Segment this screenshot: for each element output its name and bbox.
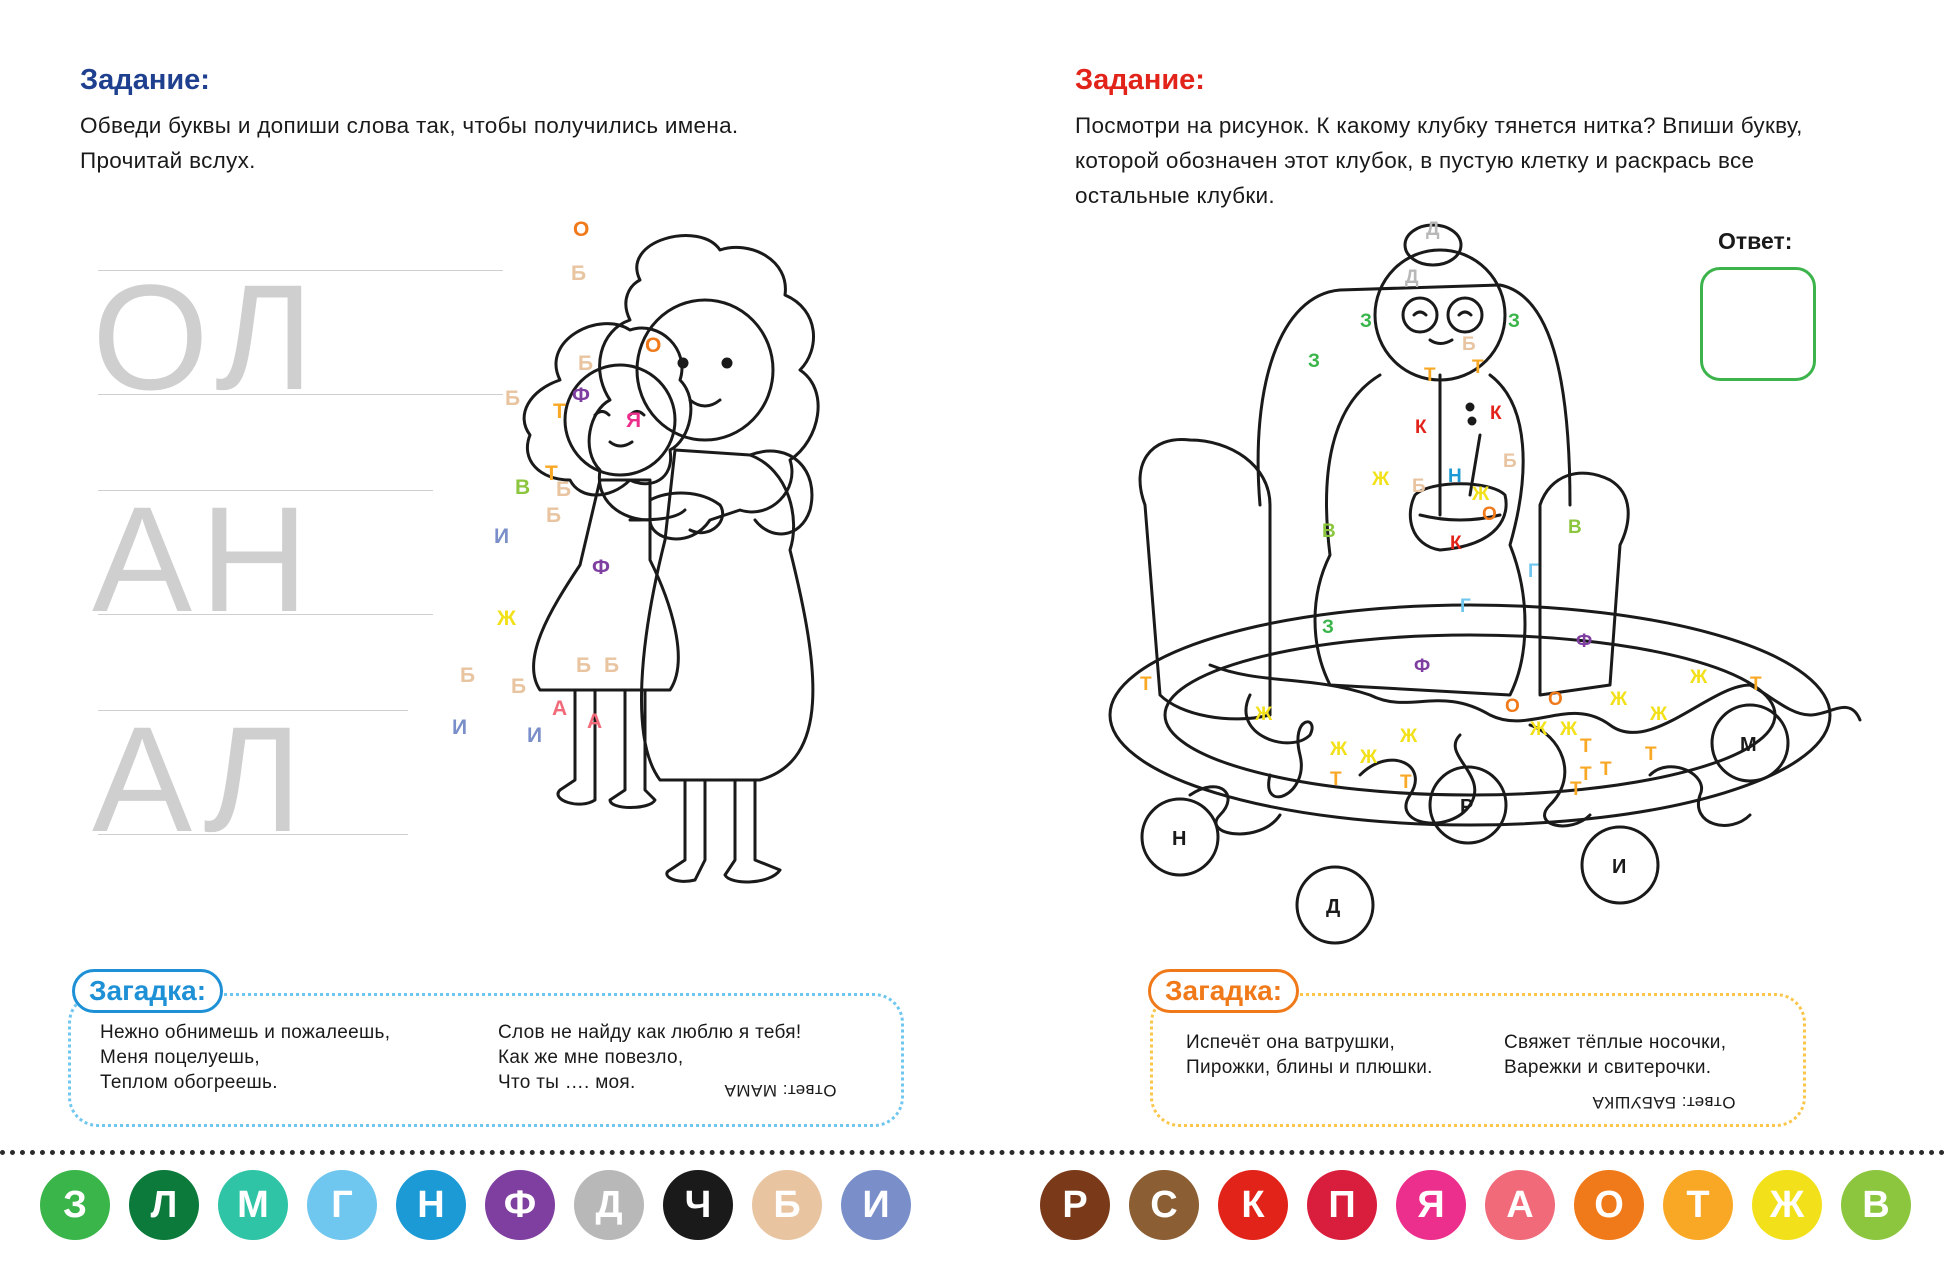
riddle-tag-right: Загадка:: [1148, 969, 1299, 1013]
picture-letter: О: [573, 218, 590, 241]
picture-letter: А: [552, 697, 568, 720]
right-task-line-2: которой обозначен этот клубок, в пустую клетку и раскрась все: [1075, 148, 1755, 173]
picture-letter: З: [1508, 311, 1520, 332]
riddle-left-answer: Ответ: МАМА: [724, 1081, 837, 1100]
alphabet-letter[interactable]: З: [40, 1170, 110, 1240]
picture-letter: Т: [1140, 674, 1152, 695]
picture-letter: Ф: [1414, 656, 1431, 677]
picture-letter: Ж: [1530, 719, 1548, 740]
alphabet-letter[interactable]: Ф: [485, 1170, 555, 1240]
left-task-line-1: Обведи буквы и допиши слова так, чтобы получились имена.: [80, 113, 739, 138]
yarn-ball-letter-r: Р: [1460, 796, 1474, 818]
picture-letter: И: [527, 724, 543, 747]
picture-letter: К: [1490, 403, 1502, 424]
picture-letter: Ж: [1400, 726, 1418, 747]
picture-letter: В: [1568, 517, 1582, 538]
picture-letter: Т: [1400, 772, 1412, 793]
yarn-ball-letter-m: М: [1740, 734, 1757, 756]
picture-letter: Т: [1600, 759, 1612, 780]
alphabet-letter[interactable]: В: [1841, 1170, 1911, 1240]
picture-letter: Б: [1412, 476, 1426, 497]
picture-letter: О: [1505, 696, 1520, 717]
picture-letter: Ж: [1372, 469, 1390, 490]
left-task-title: Задание:: [80, 64, 210, 96]
picture-letter: Т: [1580, 764, 1592, 785]
picture-letter: Б: [546, 504, 562, 527]
riddle-line: Свяжет тёплые носочки,: [1504, 1032, 1727, 1053]
alphabet-letter[interactable]: Т: [1663, 1170, 1733, 1240]
riddle-line: Варежки и свитерочки.: [1504, 1057, 1712, 1078]
picture-letter: Ф: [592, 556, 610, 579]
alphabet-letter[interactable]: Л: [129, 1170, 199, 1240]
picture-letter: Б: [511, 675, 527, 698]
trace-word-1[interactable]: ОЛ: [92, 253, 322, 421]
left-task-line-2: Прочитай вслух.: [80, 148, 256, 173]
alphabet-letter[interactable]: Б: [752, 1170, 822, 1240]
riddle-line: Меня поцелуешь,: [100, 1047, 260, 1068]
riddle-line: Как же мне повезло,: [498, 1047, 684, 1068]
grandmother-illustration[interactable]: [1110, 215, 1870, 955]
picture-letter: В: [515, 476, 531, 499]
alphabet-letter[interactable]: Ч: [663, 1170, 733, 1240]
picture-letter: Ф: [1576, 631, 1593, 652]
picture-letter: Т: [1472, 357, 1484, 378]
alphabet-letter[interactable]: О: [1574, 1170, 1644, 1240]
trace-word-3[interactable]: АЛ: [92, 695, 310, 863]
mother-daughter-illustration[interactable]: [452, 218, 900, 920]
picture-letter: З: [1322, 617, 1334, 638]
picture-letter: Ж: [1610, 689, 1628, 710]
picture-letter: Т: [545, 462, 558, 485]
riddle-right-answer: Ответ: БАБУШКА: [1592, 1093, 1736, 1112]
right-task-line-1: Посмотри на рисунок. К какому клубку тянется нитка? Впиши букву,: [1075, 113, 1803, 138]
alphabet-letter[interactable]: И: [841, 1170, 911, 1240]
picture-letter: Б: [578, 352, 594, 375]
picture-letter: Б: [460, 664, 476, 687]
yarn-ball-letter-n: Н: [1172, 828, 1187, 850]
alphabet-letter[interactable]: М: [218, 1170, 288, 1240]
alphabet-letter[interactable]: К: [1218, 1170, 1288, 1240]
picture-letter: Т: [553, 400, 566, 423]
picture-letter: З: [1308, 351, 1320, 372]
picture-letter: Т: [1750, 674, 1762, 695]
alphabet-letter[interactable]: С: [1129, 1170, 1199, 1240]
picture-letter: А: [587, 710, 603, 733]
yarn-ball-letter-i: И: [1612, 856, 1627, 878]
picture-letter: Т: [1570, 779, 1582, 800]
picture-letter: Т: [1330, 769, 1342, 790]
alphabet-row-left: [40, 1170, 930, 1240]
picture-letter: Т: [1580, 736, 1592, 757]
picture-letter: И: [494, 525, 510, 548]
picture-letter: Ж: [1650, 704, 1668, 725]
yarn-ball-letter-d: Д: [1326, 896, 1341, 918]
right-task-line-3: остальные клубки.: [1075, 183, 1275, 208]
picture-letter: Б: [1503, 451, 1517, 472]
picture-letter: О: [1482, 504, 1497, 525]
alphabet-letter[interactable]: П: [1307, 1170, 1377, 1240]
alphabet-letter[interactable]: Г: [307, 1170, 377, 1240]
picture-letter: Ж: [1330, 739, 1348, 760]
riddle-right-col-2: [1504, 1030, 1726, 1080]
picture-letter: Ж: [497, 607, 516, 630]
picture-letter: Г: [1528, 561, 1539, 582]
picture-letter: Т: [1424, 365, 1436, 386]
alphabet-letter[interactable]: А: [1485, 1170, 1555, 1240]
picture-letter: В: [1322, 521, 1336, 542]
picture-letter: Ж: [1255, 704, 1273, 725]
alphabet-letter[interactable]: Н: [396, 1170, 466, 1240]
picture-letter: Б: [604, 654, 620, 677]
riddle-tag-left: Загадка:: [72, 969, 223, 1013]
riddle-left-col-1: [100, 1020, 390, 1095]
riddle-line: Испечёт она ватрушки,: [1186, 1032, 1396, 1053]
riddle-line: Пирожки, блины и плюшки.: [1186, 1057, 1433, 1078]
picture-letter: Д: [1426, 219, 1440, 240]
riddle-right-col-1: [1186, 1030, 1433, 1080]
picture-letter: И: [452, 716, 468, 739]
riddle-line: Теплом обогреешь.: [100, 1072, 278, 1093]
picture-letter: Ж: [1360, 747, 1378, 768]
picture-letter: О: [1548, 689, 1563, 710]
picture-letter: Ж: [1560, 719, 1578, 740]
riddle-line: Слов не найду как люблю я тебя!: [498, 1022, 802, 1043]
picture-letter: Б: [576, 654, 592, 677]
riddle-line: Нежно обнимешь и пожалеешь,: [100, 1022, 391, 1043]
riddle-line: Что ты …. моя.: [498, 1072, 636, 1093]
picture-letter: Б: [505, 387, 521, 410]
trace-word-2[interactable]: АН: [92, 475, 317, 643]
picture-letter: З: [1360, 311, 1372, 332]
picture-letter: Я: [626, 409, 642, 432]
alphabet-letter[interactable]: Ж: [1752, 1170, 1822, 1240]
picture-letter: Т: [1645, 744, 1657, 765]
picture-letter: Ф: [572, 384, 590, 407]
right-task-title: Задание:: [1075, 64, 1205, 96]
alphabet-letter[interactable]: Д: [574, 1170, 644, 1240]
alphabet-row-right: [1040, 1170, 1930, 1240]
picture-letter: Б: [571, 262, 587, 285]
picture-letter: Ж: [1472, 484, 1490, 505]
picture-letter: Б: [1462, 334, 1476, 355]
picture-letter: К: [1450, 533, 1462, 554]
picture-letter: Д: [1405, 267, 1419, 288]
picture-letter: Б: [556, 478, 572, 501]
dotted-separator: [0, 1150, 1946, 1155]
answer-label: Ответ:: [1718, 228, 1793, 254]
alphabet-letter[interactable]: Я: [1396, 1170, 1466, 1240]
alphabet-letter[interactable]: Р: [1040, 1170, 1110, 1240]
picture-letter: Г: [1460, 596, 1471, 617]
picture-letter: Ж: [1690, 667, 1708, 688]
picture-letter: О: [645, 334, 662, 357]
picture-letter: Н: [1448, 466, 1462, 487]
picture-letter: К: [1415, 417, 1427, 438]
